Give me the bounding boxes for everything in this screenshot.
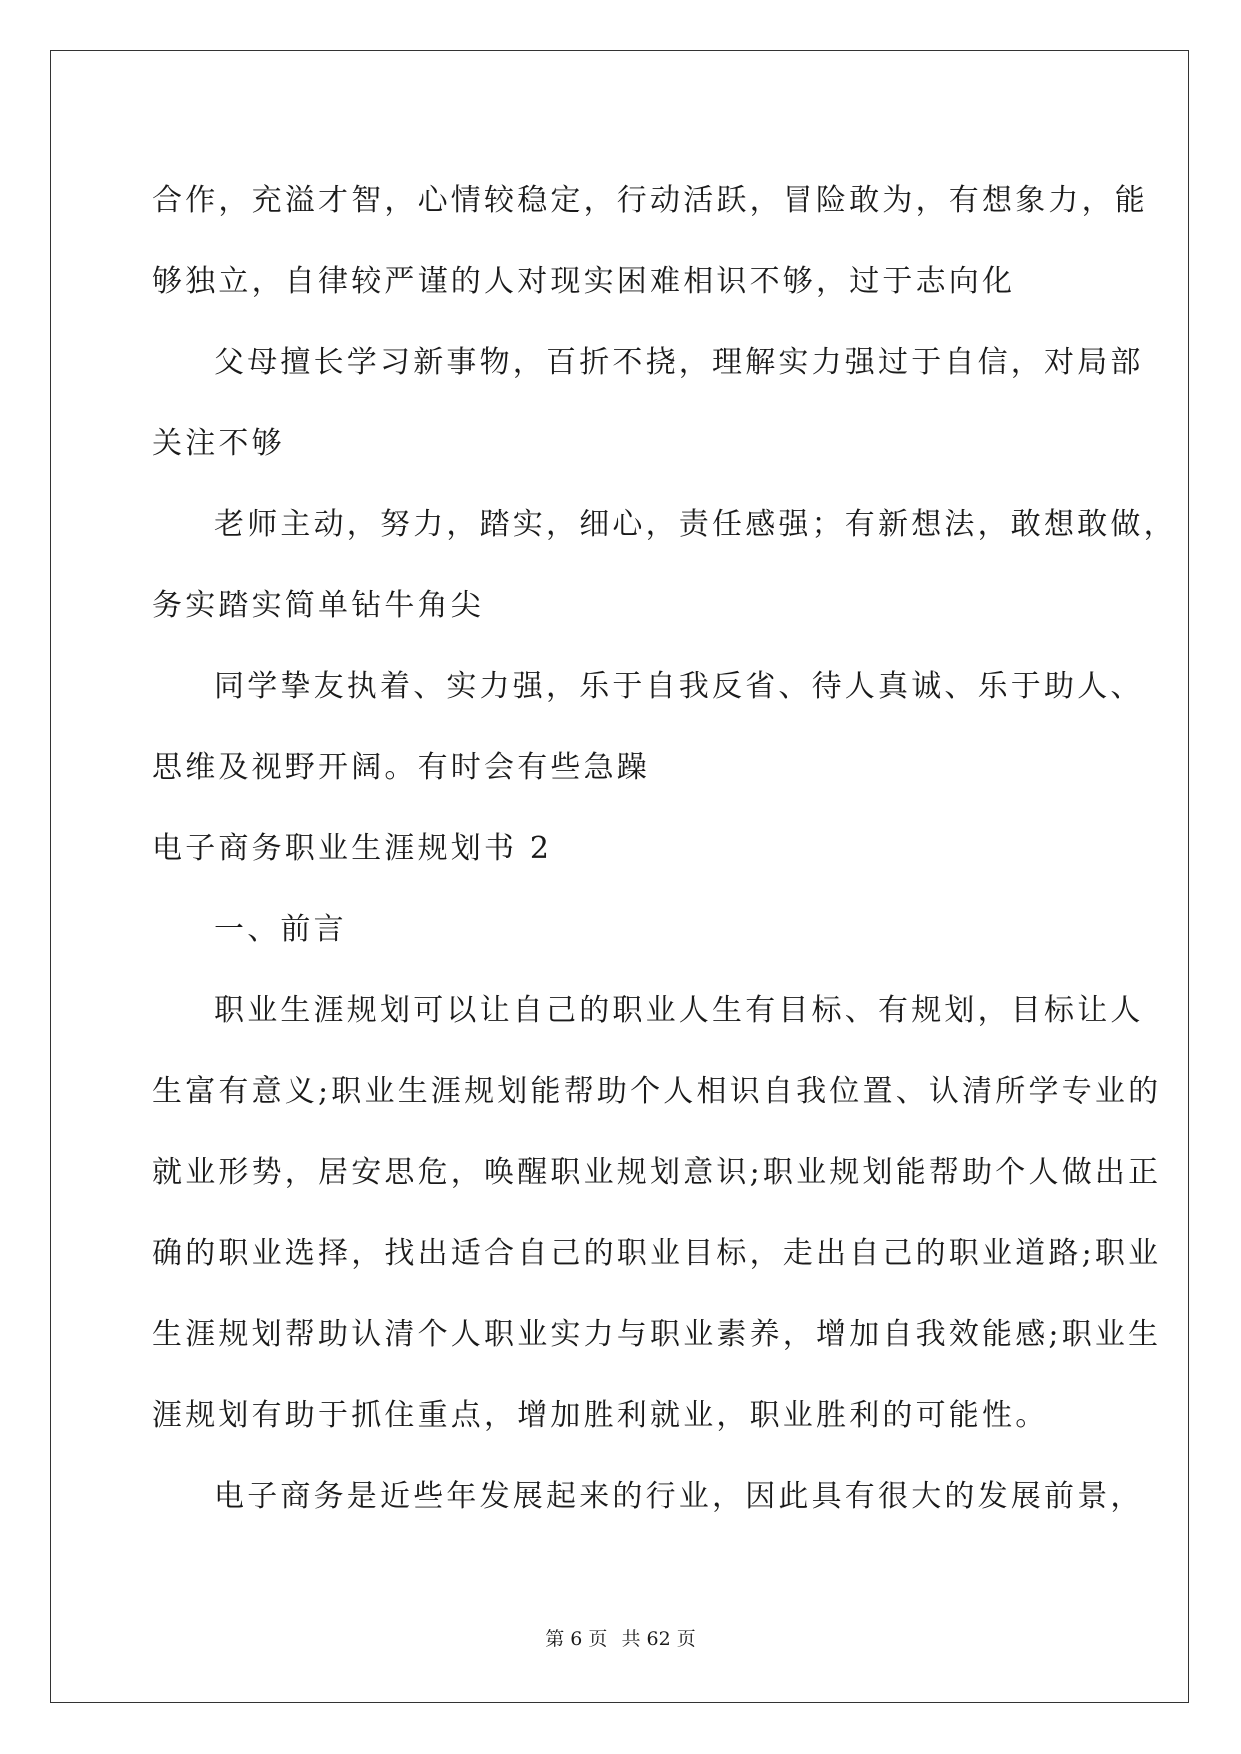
text-line: 思维及视野开阔。有时会有些急躁 xyxy=(152,750,650,785)
current-page-number: 第 6 页 xyxy=(545,1628,608,1650)
text-line: 合作，充溢才智，心情较稳定，行动活跃，冒险敢为，有想象力，能 xyxy=(152,183,1148,218)
text-line: 够独立，自律较严谨的人对现实困难相识不够，过于志向化 xyxy=(152,264,1016,299)
text-line: 就业形势，居安思危，唤醒职业规划意识;职业规划能帮助个人做出正 xyxy=(152,1155,1162,1190)
document-body xyxy=(152,160,1177,1537)
text-line: 电子商务职业生涯规划书 2 xyxy=(152,831,553,866)
text-line: 职业生涯规划可以让自己的职业人生有目标、有规划，目标让人 xyxy=(214,993,1144,1028)
text-line: 生富有意义;职业生涯规划能帮助个人相识自我位置、认清所学专业的 xyxy=(152,1074,1162,1109)
text-line: 一、前言 xyxy=(214,912,347,947)
text-line: 老师主动，努力，踏实，细心，责任感强；有新想法，敢想敢做， xyxy=(214,507,1177,542)
text-line: 务实踏实简单钻牛角尖 xyxy=(152,588,484,623)
text-line: 涯规划有助于抓住重点，增加胜利就业，职业胜利的可能性。 xyxy=(152,1398,1049,1433)
text-line: 父母擅长学习新事物，百折不挠，理解实力强过于自信，对局部 xyxy=(214,345,1144,380)
text-line: 确的职业选择，找出适合自己的职业目标，走出自己的职业道路;职业 xyxy=(152,1236,1162,1271)
text-line: 关注不够 xyxy=(152,426,285,461)
text-line: 生涯规划帮助认清个人职业实力与职业素养，增加自我效能感;职业生 xyxy=(152,1317,1162,1352)
text-line: 电子商务是近些年发展起来的行业，因此具有很大的发展前景， xyxy=(214,1479,1144,1514)
total-pages: 共 62 页 xyxy=(621,1628,696,1650)
text-line: 同学挚友执着、实力强，乐于自我反省、待人真诚、乐于助人、 xyxy=(214,669,1144,704)
page-footer xyxy=(0,1624,1241,1651)
